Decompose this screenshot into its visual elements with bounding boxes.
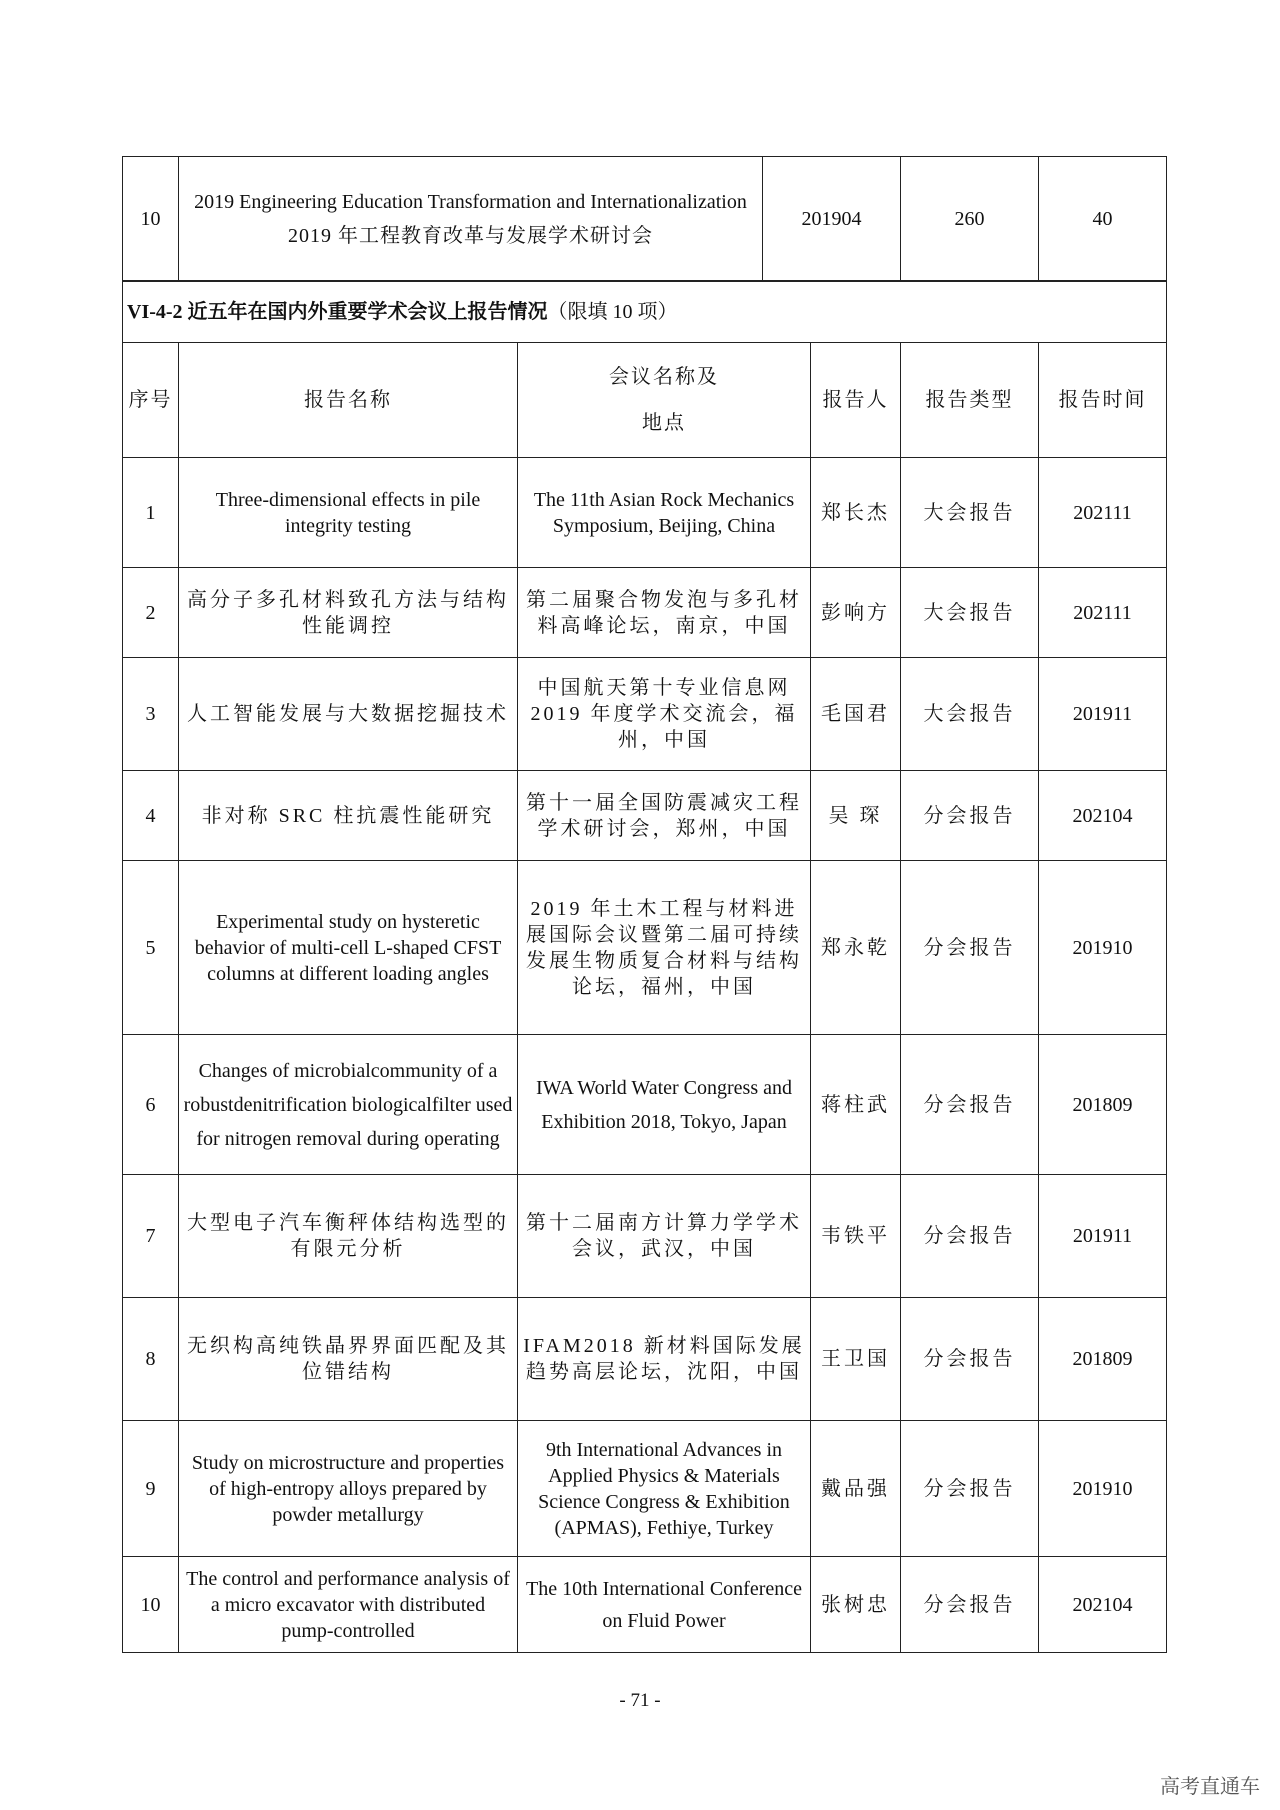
report-type: 分会报告 — [901, 861, 1039, 1035]
report-time: 202111 — [1039, 568, 1167, 658]
meeting: 第十一届全国防震减灾工程学术研讨会，郑州，中国 — [518, 771, 811, 861]
table-row — [123, 1035, 1167, 1175]
conference-name-en: 2019 Engineering Education Transformation and Internationalization — [194, 190, 747, 213]
report-type: 分会报告 — [901, 1035, 1039, 1175]
header-row — [123, 343, 1167, 458]
row-index: 8 — [123, 1298, 179, 1421]
header-meeting — [518, 343, 811, 458]
report-time: 201911 — [1039, 1175, 1167, 1298]
reporter: 彭响方 — [811, 568, 901, 658]
row-index: 9 — [123, 1421, 179, 1557]
report-name: 大型电子汽车衡秤体结构选型的有限元分析 — [179, 1175, 518, 1298]
table-row — [123, 458, 1167, 568]
meeting: 中国航天第十专业信息网 2019 年度学术交流会，福州，中国 — [518, 658, 811, 771]
report-type: 分会报告 — [901, 1421, 1039, 1557]
report-name: 高分子多孔材料致孔方法与结构性能调控 — [179, 568, 518, 658]
report-time: 202104 — [1039, 771, 1167, 861]
report-time: 201809 — [1039, 1035, 1167, 1175]
table-row — [123, 1557, 1167, 1653]
report-type: 分会报告 — [901, 1175, 1039, 1298]
reporter: 郑永乾 — [811, 861, 901, 1035]
reporter: 郑长杰 — [811, 458, 901, 568]
meeting: 第十二届南方计算力学学术会议，武汉，中国 — [518, 1175, 811, 1298]
row-index: 1 — [123, 458, 179, 568]
reporter: 蒋柱武 — [811, 1035, 901, 1175]
meeting: IFAM2018 新材料国际发展趋势高层论坛，沈阳，中国 — [518, 1298, 811, 1421]
report-name: 无织构高纯铁晶界界面匹配及其位错结构 — [179, 1298, 518, 1421]
meeting: The 10th International Conference on Fluid Power — [518, 1557, 811, 1653]
meeting: The 11th Asian Rock Mechanics Symposium, Beijing, China — [518, 458, 811, 568]
report-name: 非对称 SRC 柱抗震性能研究 — [179, 771, 518, 861]
row-index: 10 — [123, 157, 179, 282]
report-time: 202111 — [1039, 458, 1167, 568]
reporter: 戴品强 — [811, 1421, 901, 1557]
table-row — [123, 861, 1167, 1035]
watermark: 高考直通车 — [1160, 1774, 1260, 1798]
row-index: 7 — [123, 1175, 179, 1298]
report-type: 大会报告 — [901, 658, 1039, 771]
reporter: 吴 琛 — [811, 771, 901, 861]
section-row — [123, 281, 1167, 343]
reporter: 韦铁平 — [811, 1175, 901, 1298]
header-time: 报告时间 — [1039, 343, 1167, 458]
report-name: Experimental study on hysteretic behavior of multi-cell L-shaped CFST columns at different loading angles — [179, 861, 518, 1035]
table-row — [123, 1421, 1167, 1557]
report-time: 201910 — [1039, 861, 1167, 1035]
reporter: 王卫国 — [811, 1298, 901, 1421]
conference-date: 201904 — [763, 157, 901, 282]
row-index: 3 — [123, 658, 179, 771]
table-row — [123, 771, 1167, 861]
section-title-text: VI-4-2 近五年在国内外重要学术会议上报告情况 — [127, 301, 548, 323]
row-index: 5 — [123, 861, 179, 1035]
table-row — [123, 658, 1167, 771]
meeting: 2019 年土木工程与材料进展国际会议暨第二届可持续发展生物质复合材料与结构论坛，福州，中国 — [518, 861, 811, 1035]
report-type: 大会报告 — [901, 458, 1039, 568]
header-report-name: 报告名称 — [179, 343, 518, 458]
header-reporter: 报告人 — [811, 343, 901, 458]
report-time: 201809 — [1039, 1298, 1167, 1421]
report-time: 201911 — [1039, 658, 1167, 771]
row-index: 6 — [123, 1035, 179, 1175]
header-meeting-line2: 地点 — [642, 412, 686, 434]
report-type: 大会报告 — [901, 568, 1039, 658]
header-index: 序号 — [123, 343, 179, 458]
report-name: Study on microstructure and properties of high-entropy alloys prepared by powder metallurgy — [179, 1421, 518, 1557]
report-name: 人工智能发展与大数据挖掘技术 — [179, 658, 518, 771]
table-row — [123, 568, 1167, 658]
reporter: 毛国君 — [811, 658, 901, 771]
meeting: 9th International Advances in Applied Physics & Materials Science Congress & Exhibition (APMAS), Fethiye, Turkey — [518, 1421, 811, 1557]
table-row — [123, 1298, 1167, 1421]
table-row — [123, 157, 1167, 282]
page-number: - 71 - — [619, 1690, 661, 1711]
report-type: 分会报告 — [901, 771, 1039, 861]
report-type: 分会报告 — [901, 1298, 1039, 1421]
report-name: Changes of microbialcommunity of a robustdenitrification biologicalfilter used for nitrogen removal during operating — [179, 1035, 518, 1175]
table-row — [123, 1175, 1167, 1298]
conference-col4: 40 — [1039, 157, 1167, 282]
meeting: 第二届聚合物发泡与多孔材料高峰论坛，南京，中国 — [518, 568, 811, 658]
conference-col3: 260 — [901, 157, 1039, 282]
report-type: 分会报告 — [901, 1557, 1039, 1653]
row-index: 2 — [123, 568, 179, 658]
report-name: Three-dimensional effects in pile integrity testing — [179, 458, 518, 568]
header-meeting-line1: 会议名称及 — [609, 366, 719, 388]
row-index: 4 — [123, 771, 179, 861]
report-time: 201910 — [1039, 1421, 1167, 1557]
report-time: 202104 — [1039, 1557, 1167, 1653]
report-name: The control and performance analysis of a micro excavator with distributed pump-controlled — [179, 1557, 518, 1653]
conference-name — [179, 157, 763, 282]
section-title — [123, 281, 1167, 343]
report-table — [122, 280, 1167, 1653]
conference-name-zh: 2019 年工程教育改革与发展学术研讨会 — [288, 224, 653, 247]
conference-table-continued — [122, 156, 1167, 282]
reporter: 张树忠 — [811, 1557, 901, 1653]
header-type: 报告类型 — [901, 343, 1039, 458]
meeting: IWA World Water Congress and Exhibition 2018, Tokyo, Japan — [518, 1035, 811, 1175]
section-note: （限填 10 项） — [547, 301, 678, 323]
row-index: 10 — [123, 1557, 179, 1653]
